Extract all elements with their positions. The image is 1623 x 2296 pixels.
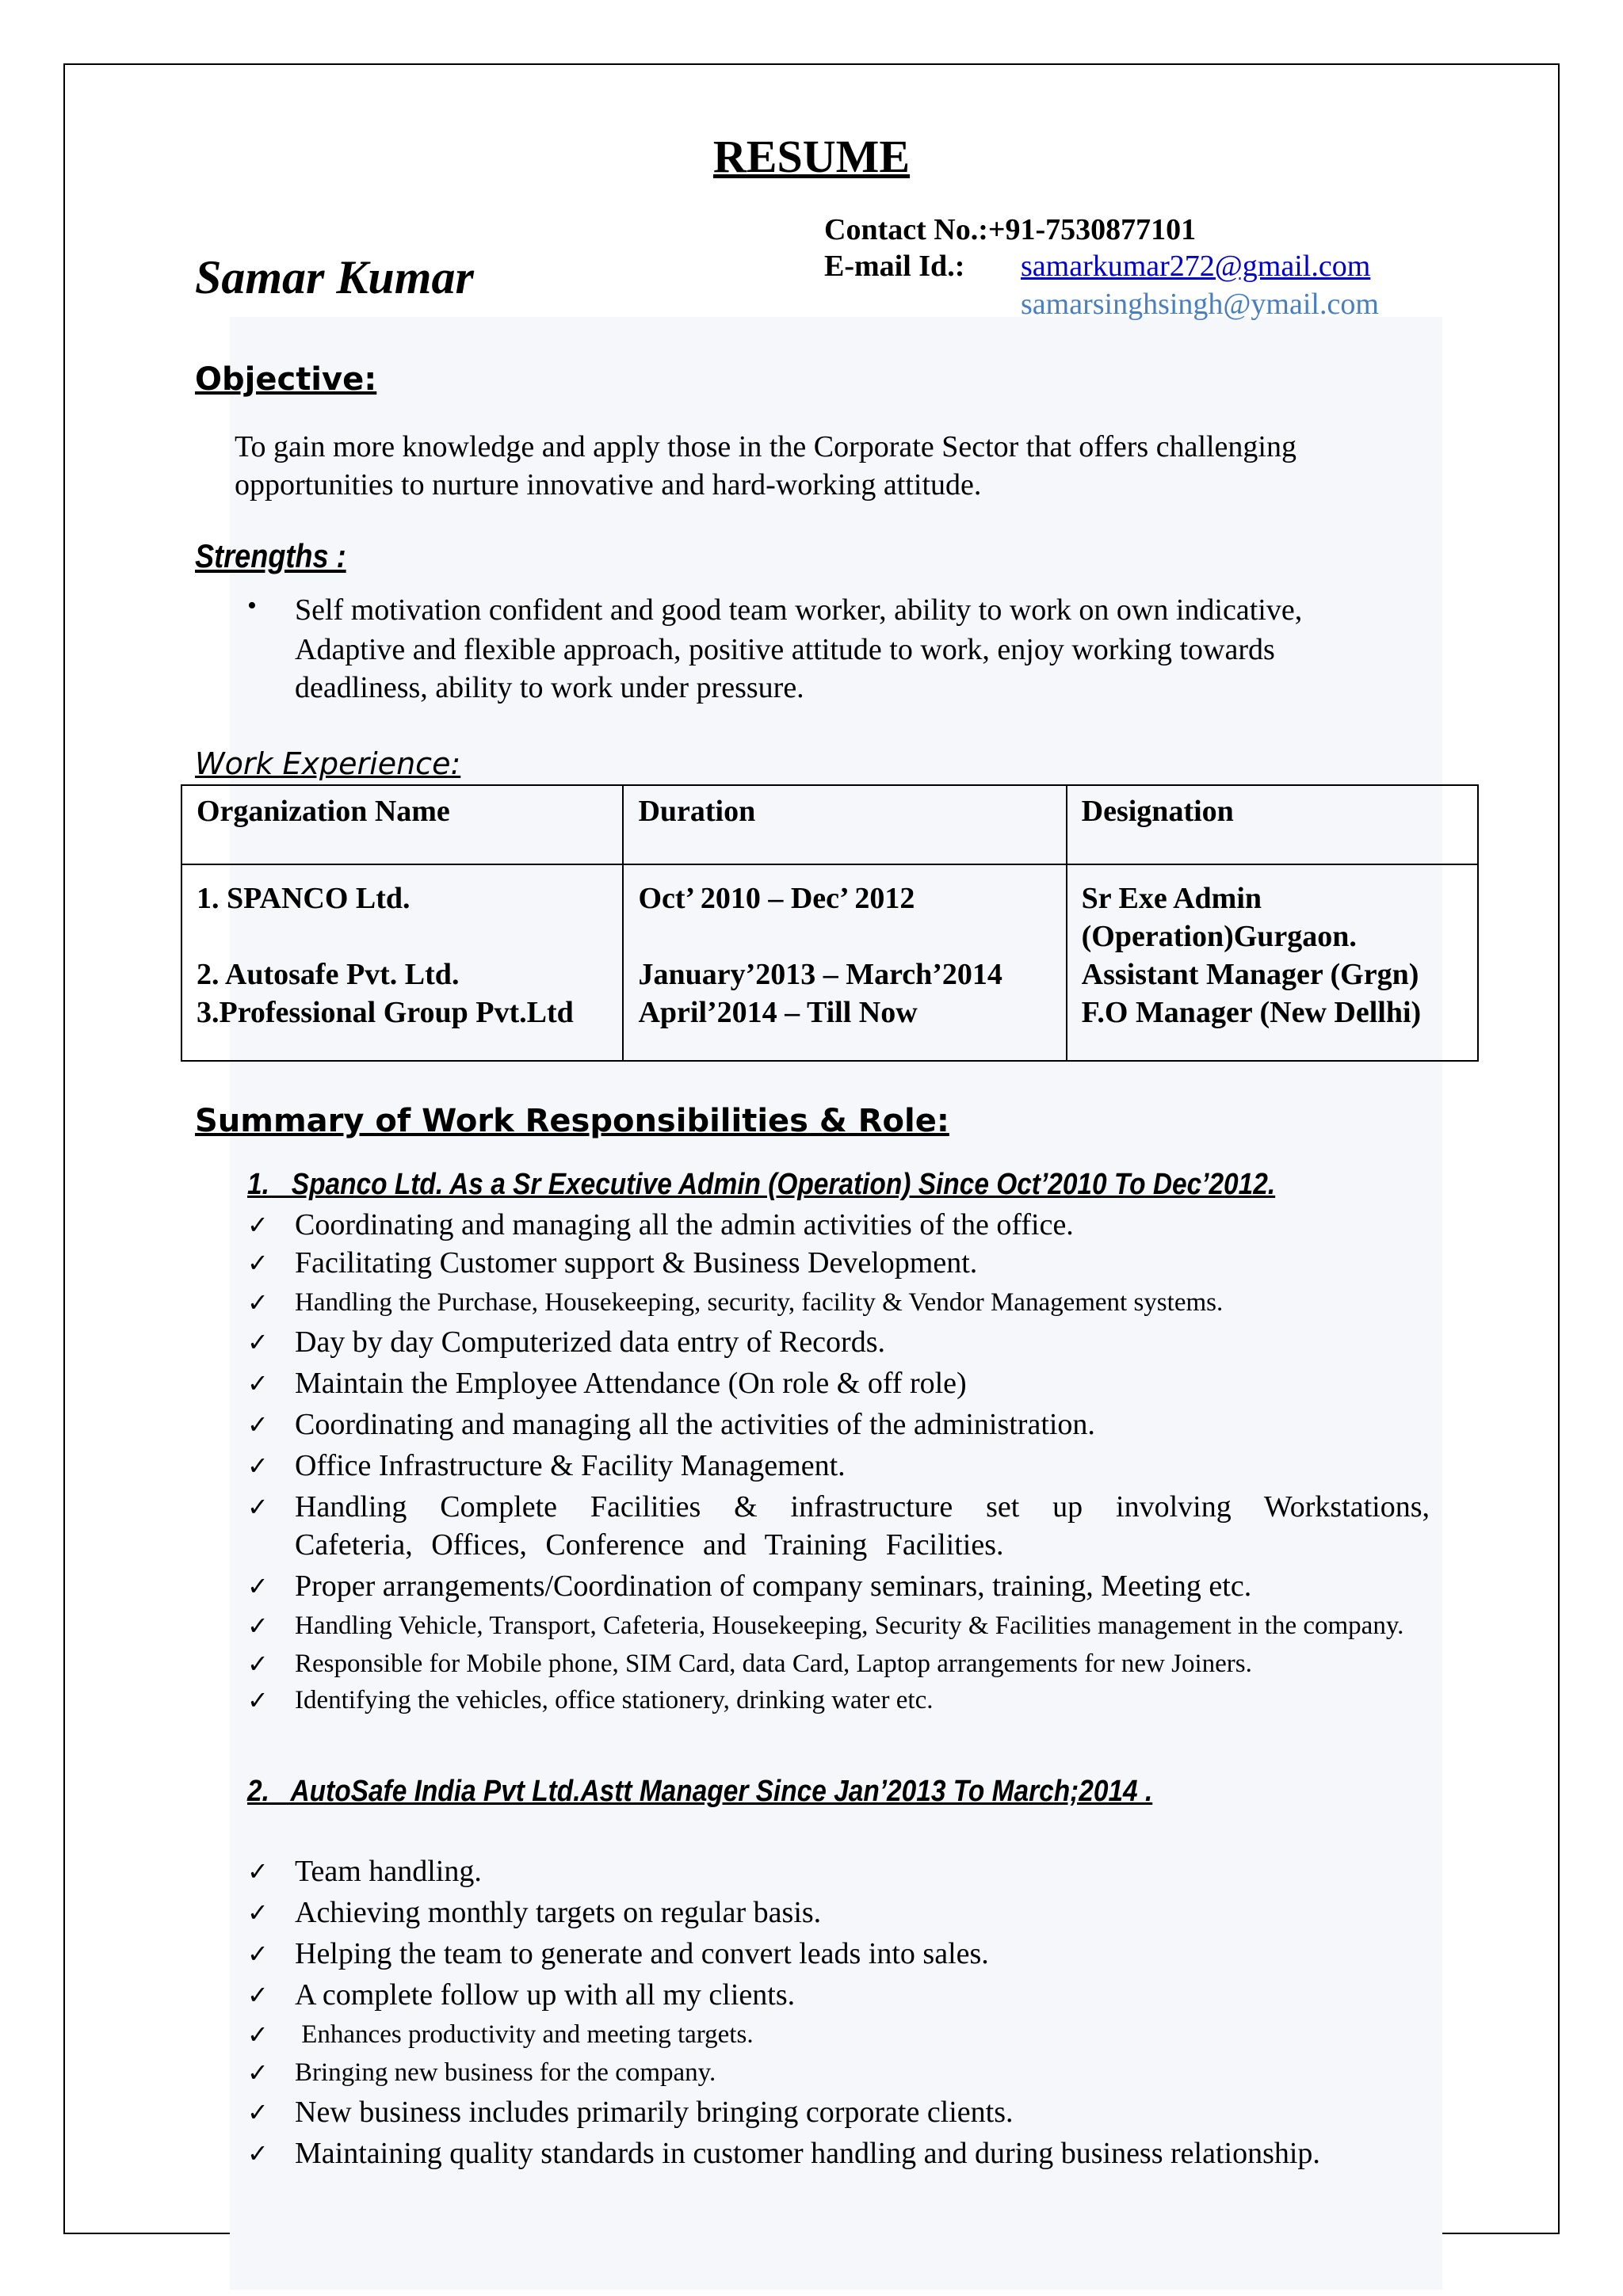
list-item: [247, 1683, 1430, 1718]
check-icon: ✓: [247, 1210, 269, 1240]
list-item: [247, 1608, 1430, 1643]
check-icon: ✓: [247, 1368, 269, 1398]
contact-number: [824, 211, 1196, 249]
check-icon: ✓: [247, 1897, 269, 1928]
strengths-bullet: •: [247, 591, 257, 620]
list-item: [247, 1935, 1430, 1973]
list-item: [247, 1646, 1430, 1681]
job-1-responsibilities: [247, 1206, 1430, 1718]
list-item: [247, 1405, 1430, 1444]
column-header-duration: Duration: [623, 785, 1066, 864]
candidate-name: Samar Kumar: [195, 251, 474, 303]
list-item: [247, 2055, 1430, 2090]
list-item: [247, 1447, 1430, 1485]
work-experience-table: [181, 784, 1479, 1062]
list-item: [247, 1852, 1430, 1890]
check-icon: ✓: [247, 1571, 269, 1601]
table-row: [181, 864, 1478, 1061]
list-item: [247, 1244, 1430, 1282]
check-icon: ✓: [247, 2019, 269, 2050]
check-icon: ✓: [247, 1980, 269, 2010]
resume-title: RESUME: [712, 131, 911, 182]
list-item-text: Handling Complete Facilities & infrastructure set up involving Workstations, Cafeteria, Offices, Conference and Training Facilities.: [295, 1490, 1430, 1562]
list-item-text: Proper arrangements/Coordination of company seminars, training, Meeting etc.: [295, 1569, 1252, 1603]
work-experience-heading: Work Experience:: [195, 746, 461, 781]
list-item-text: Day by day Computerized data entry of Records.: [295, 1325, 885, 1359]
organization-entry: 3.Professional Group Pvt.Ltd: [197, 996, 574, 1029]
objective-line-2: opportunities to nurture innovative and hard-working attitude.: [235, 468, 982, 502]
duration-entry: Oct’ 2010 – Dec’ 2012: [638, 882, 915, 915]
strengths-heading: Strengths :: [195, 537, 346, 574]
objective-line-1: To gain more knowledge and apply those in the Corporate Sector that offers challenging: [235, 430, 1296, 463]
list-item-text: Coordinating and managing all the admin activities of the office.: [295, 1208, 1074, 1241]
list-item: [247, 1364, 1430, 1402]
check-icon: ✓: [247, 2138, 269, 2168]
table-header-row: [181, 785, 1478, 864]
list-item-text: Responsible for Mobile phone, SIM Card, data Card, Laptop arrangements for new Joiners.: [295, 1650, 1252, 1678]
list-item: [247, 1976, 1430, 2014]
check-icon: ✓: [247, 1287, 269, 1318]
check-icon: ✓: [247, 1685, 269, 1715]
check-icon: ✓: [247, 1856, 269, 1886]
list-item: [247, 1323, 1430, 1361]
check-icon: ✓: [247, 1409, 269, 1440]
list-item-text: Maintain the Employee Attendance (On role & off role): [295, 1367, 967, 1400]
designation-entry: (Operation)Gurgaon.: [1081, 920, 1357, 953]
check-icon: ✓: [247, 2058, 269, 2088]
designation-entry: Sr Exe Admin: [1081, 882, 1262, 915]
list-item-text: Enhances productivity and meeting targets.: [295, 2020, 754, 2049]
organization-cell: [181, 864, 623, 1061]
strengths-line-3: deadliness, ability to work under pressure.: [295, 671, 804, 704]
list-item-text: Coordinating and managing all the activities of the administration.: [295, 1408, 1095, 1441]
list-item: [247, 2134, 1430, 2172]
duration-entry: January’2013 – March’2014: [638, 958, 1002, 991]
organization-spacer: [197, 917, 608, 955]
column-header-designation: Designation: [1067, 785, 1478, 864]
list-item-text: A complete follow up with all my clients.: [295, 1978, 796, 2012]
list-item-text: Helping the team to generate and convert leads into sales.: [295, 1937, 989, 1970]
strengths-line-2: Adaptive and flexible approach, positive attitude to work, enjoy working towards: [295, 633, 1275, 666]
list-item-text: Identifying the vehicles, office stationery, drinking water etc.: [295, 1686, 934, 1714]
list-item-text: Maintaining quality standards in customer handling and during business relationship.: [295, 2137, 1320, 2170]
list-item-text: New business includes primarily bringing corporate clients.: [295, 2096, 1014, 2129]
list-item: [247, 2093, 1430, 2131]
check-icon: ✓: [247, 1248, 269, 1278]
list-item-text: Achieving monthly targets on regular basis.: [295, 1896, 822, 1929]
list-item: [247, 1488, 1430, 1564]
check-icon: ✓: [247, 1649, 269, 1679]
list-item: [247, 1285, 1430, 1320]
duration-spacer: [638, 917, 1051, 955]
designation-entry: F.O Manager (New Dellhi): [1081, 996, 1422, 1029]
email-secondary: samarsinghsingh@ymail.com: [1021, 288, 1379, 321]
check-icon: ✓: [247, 1939, 269, 1969]
job-2-responsibilities: [247, 1852, 1430, 2172]
duration-entry: April’2014 – Till Now: [638, 996, 918, 1029]
check-icon: ✓: [247, 1451, 269, 1481]
check-icon: ✓: [247, 1611, 269, 1641]
email-primary-link[interactable]: samarkumar272@gmail.com: [1021, 250, 1371, 283]
column-header-organization: Organization Name: [181, 785, 623, 864]
list-item: [247, 2017, 1430, 2052]
strengths-line-1: Self motivation confident and good team worker, ability to work on own indicative,: [295, 593, 1303, 627]
list-item-text: Handling Vehicle, Transport, Cafeteria, Housekeeping, Security & Facilities management in the company.: [295, 1611, 1404, 1640]
contact-label: Contact No.:: [824, 213, 988, 246]
designation-entry: Assistant Manager (Grgn): [1081, 958, 1419, 991]
check-icon: ✓: [247, 2097, 269, 2127]
list-item-text: Bringing new business for the company.: [295, 2058, 716, 2087]
check-icon: ✓: [247, 1327, 269, 1357]
summary-heading: Summary of Work Responsibilities & Role:: [195, 1103, 949, 1139]
job-2-title: 2. AutoSafe India Pvt Ltd.Astt Manager Since Jan’2013 To March;2014 .: [247, 1775, 1153, 1808]
list-item-text: Handling the Purchase, Housekeeping, security, facility & Vendor Management systems.: [295, 1288, 1224, 1317]
duration-cell: [623, 864, 1066, 1061]
list-item-text: Office Infrastructure & Facility Management.: [295, 1449, 846, 1482]
check-icon: ✓: [247, 1492, 269, 1522]
job-1-title: 1. Spanco Ltd. As a Sr Executive Admin (Operation) Since Oct’2010 To Dec’2012.: [247, 1168, 1276, 1201]
list-item: [247, 1206, 1430, 1244]
organization-entry: 1. SPANCO Ltd.: [197, 882, 411, 915]
list-item-text: Facilitating Customer support & Business Development.: [295, 1246, 978, 1280]
list-item: [247, 1567, 1430, 1605]
email-label: E-mail Id.:: [824, 250, 965, 283]
list-item: [247, 1894, 1430, 1932]
contact-phone: +91-7530877101: [987, 213, 1197, 246]
objective-heading: Objective:: [195, 361, 377, 398]
designation-cell: [1067, 864, 1478, 1061]
list-item-text: Team handling.: [295, 1855, 482, 1888]
organization-entry: 2. Autosafe Pvt. Ltd.: [197, 958, 460, 991]
